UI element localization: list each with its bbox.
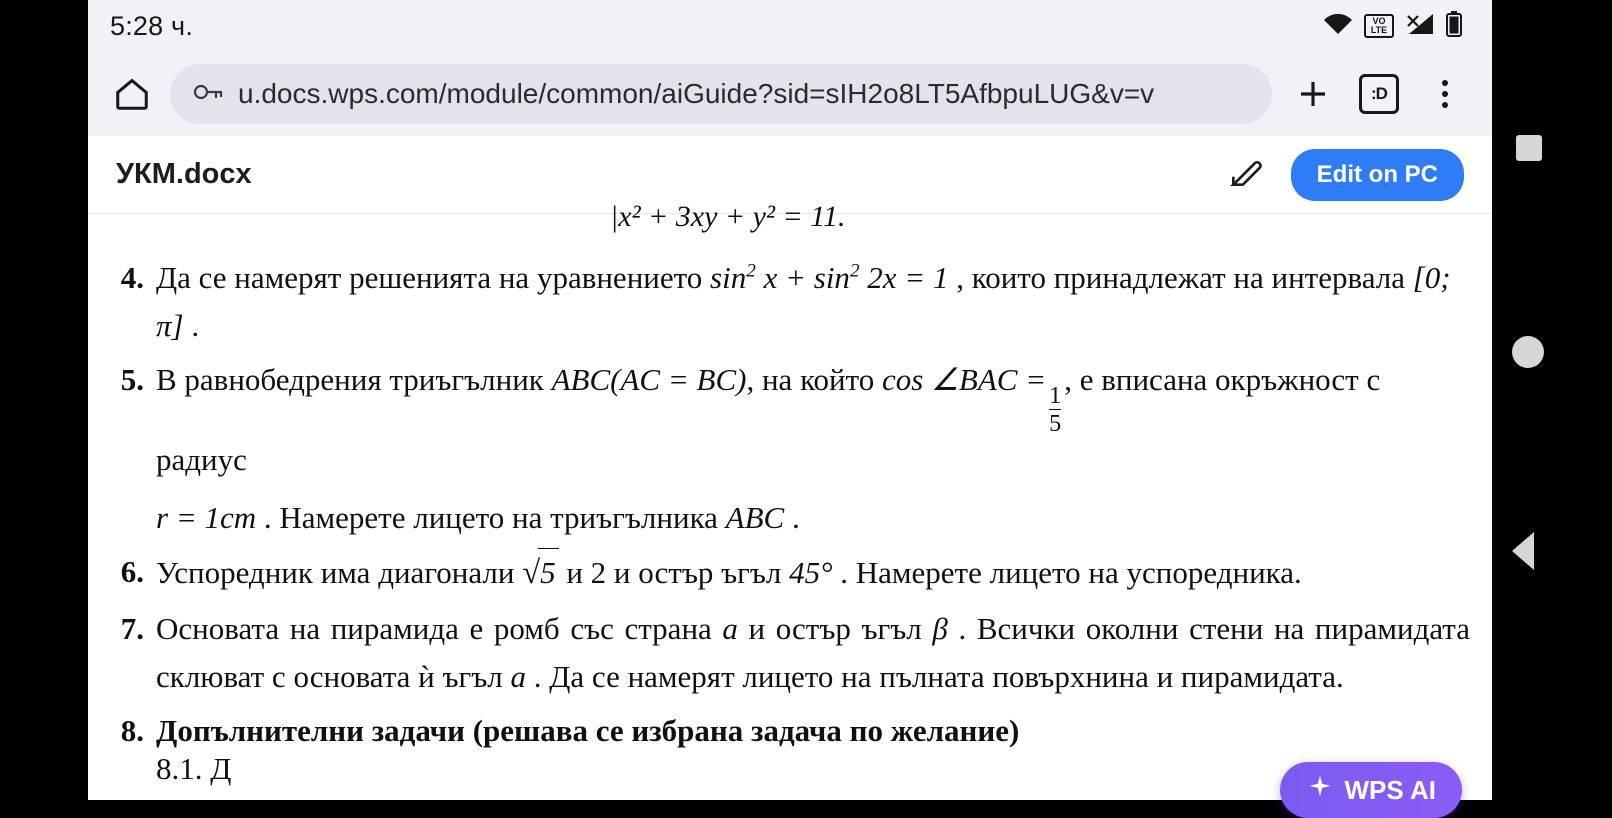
item-text-a: Основата на пирамида е ромб със страна — [156, 610, 723, 646]
item-body: Допълнителни задачи (решава се избрана задача по желание) — [156, 712, 1020, 748]
status-bar — [88, 0, 1492, 52]
item-text-c: , е вписана окръжност с радиус — [156, 362, 1381, 478]
volte-bottom-label: LTE — [1370, 25, 1388, 35]
bezel-left — [0, 0, 88, 720]
list-item — [110, 707, 1470, 755]
item-interval: [0; π] — [156, 260, 1451, 344]
item-condition: (AC = BC) — [610, 362, 747, 398]
item-triangle-label-2: ABC — [725, 500, 785, 536]
item-text-b: , на който — [746, 362, 883, 398]
item-text-a: Успоредник има диагонали — [156, 555, 523, 591]
battery-icon — [1446, 11, 1462, 42]
item-var-a: a — [722, 610, 738, 646]
document-content[interactable] — [88, 200, 1492, 805]
new-tab-button[interactable] — [1288, 69, 1338, 119]
volte-icon — [1364, 14, 1394, 38]
item-body — [156, 548, 1470, 598]
overflow-menu-icon[interactable] — [1420, 69, 1470, 119]
item-text-a: Да се намерят решенията на уравнението — [156, 260, 711, 295]
back-button[interactable] — [1512, 532, 1534, 570]
sqrt-value: 5 — [538, 548, 559, 597]
status-icon-group — [1323, 11, 1462, 42]
item-body — [156, 254, 1470, 350]
signal-icon — [1405, 12, 1435, 41]
wifi-icon — [1323, 13, 1353, 40]
item-text-d: . Да се намерят лицето на пълната повърхнина и пирамидата. — [526, 658, 1344, 694]
page-title: УКМ.docx — [116, 158, 252, 190]
item-text-c: . Намерете лицето на успоредника. — [832, 555, 1302, 591]
item-number: 8. — [120, 712, 144, 748]
clipped-formula: |x² + 3xy + y² = 11. — [610, 200, 846, 233]
wps-ai-label: WPS AI — [1344, 774, 1436, 805]
document-header-actions — [1227, 149, 1464, 201]
item-text-b: , които принадлежат на интервала — [948, 260, 1413, 295]
browser-toolbar — [88, 52, 1492, 136]
home-icon[interactable] — [110, 72, 154, 116]
item-cos-expression: cos ∠BAC = — [882, 362, 1047, 398]
item-angle: 45° — [789, 555, 833, 591]
item-radius-value: r = 1cm — [156, 500, 257, 536]
recents-button[interactable] — [1516, 135, 1542, 161]
fraction-denominator: 5 — [1049, 409, 1062, 437]
item-text-e: . — [784, 500, 800, 536]
edit-on-pc-button[interactable]: Edit on PC — [1291, 149, 1464, 201]
list-item — [110, 548, 1470, 598]
volte-top-label: VO — [1372, 16, 1386, 26]
item-number: 5. — [120, 362, 144, 398]
home-button[interactable] — [1512, 336, 1544, 368]
item-text-c: . — [183, 308, 200, 344]
item-text-a: В равнобедрения триъгълник — [156, 362, 552, 398]
item-text-c: . Всички околни стени на пирамидата склюват с основата ѝ ъгъл — [156, 610, 1470, 694]
site-settings-icon[interactable] — [192, 79, 224, 110]
list-item — [110, 605, 1470, 701]
item-fraction — [1049, 383, 1061, 436]
clipped-bottom-text: 8.1. Д — [156, 750, 232, 786]
item-sqrt: √5 — [522, 548, 558, 598]
url-text: u.docs.wps.com/module/common/aiGuide?sid=sIH2o8LT5AfbpuLUG&v=v — [238, 78, 1155, 109]
item-text-d: . Намерете лицето на триъгълника — [256, 500, 726, 536]
list-item — [110, 254, 1470, 350]
item-text-b: и 2 и остър ъгъл — [558, 555, 790, 591]
url-bar[interactable] — [170, 64, 1272, 124]
status-clock: 5:28 ч. — [110, 10, 194, 41]
tab-switcher-button[interactable] — [1354, 69, 1404, 119]
sparkle-icon — [1306, 773, 1334, 808]
wps-ai-button[interactable] — [1280, 762, 1462, 818]
item-number: 7. — [120, 610, 144, 646]
item-text-b: и остър ъгъл — [737, 610, 933, 646]
item-math-expression: $\sin^2 x + \sin^2 2x = 1$ — [710, 260, 949, 295]
item-triangle-label: ABC — [551, 362, 611, 398]
edit-pencil-icon[interactable] — [1227, 153, 1265, 196]
item-number: 4. — [120, 260, 144, 295]
phone-viewport — [88, 0, 1492, 805]
clipped-bottom-line — [156, 750, 1470, 786]
bezel-right — [1492, 0, 1612, 720]
item-body — [156, 605, 1470, 701]
item-body — [156, 356, 1470, 542]
tab-count-label: :D — [1359, 74, 1399, 114]
clipped-formula-line — [110, 200, 1470, 254]
fraction-numerator: 1 — [1049, 382, 1062, 410]
item-number: 6. — [120, 554, 144, 590]
item-var-alpha: a — [510, 658, 527, 694]
list-item — [110, 356, 1470, 542]
item-var-beta: β — [932, 610, 948, 646]
